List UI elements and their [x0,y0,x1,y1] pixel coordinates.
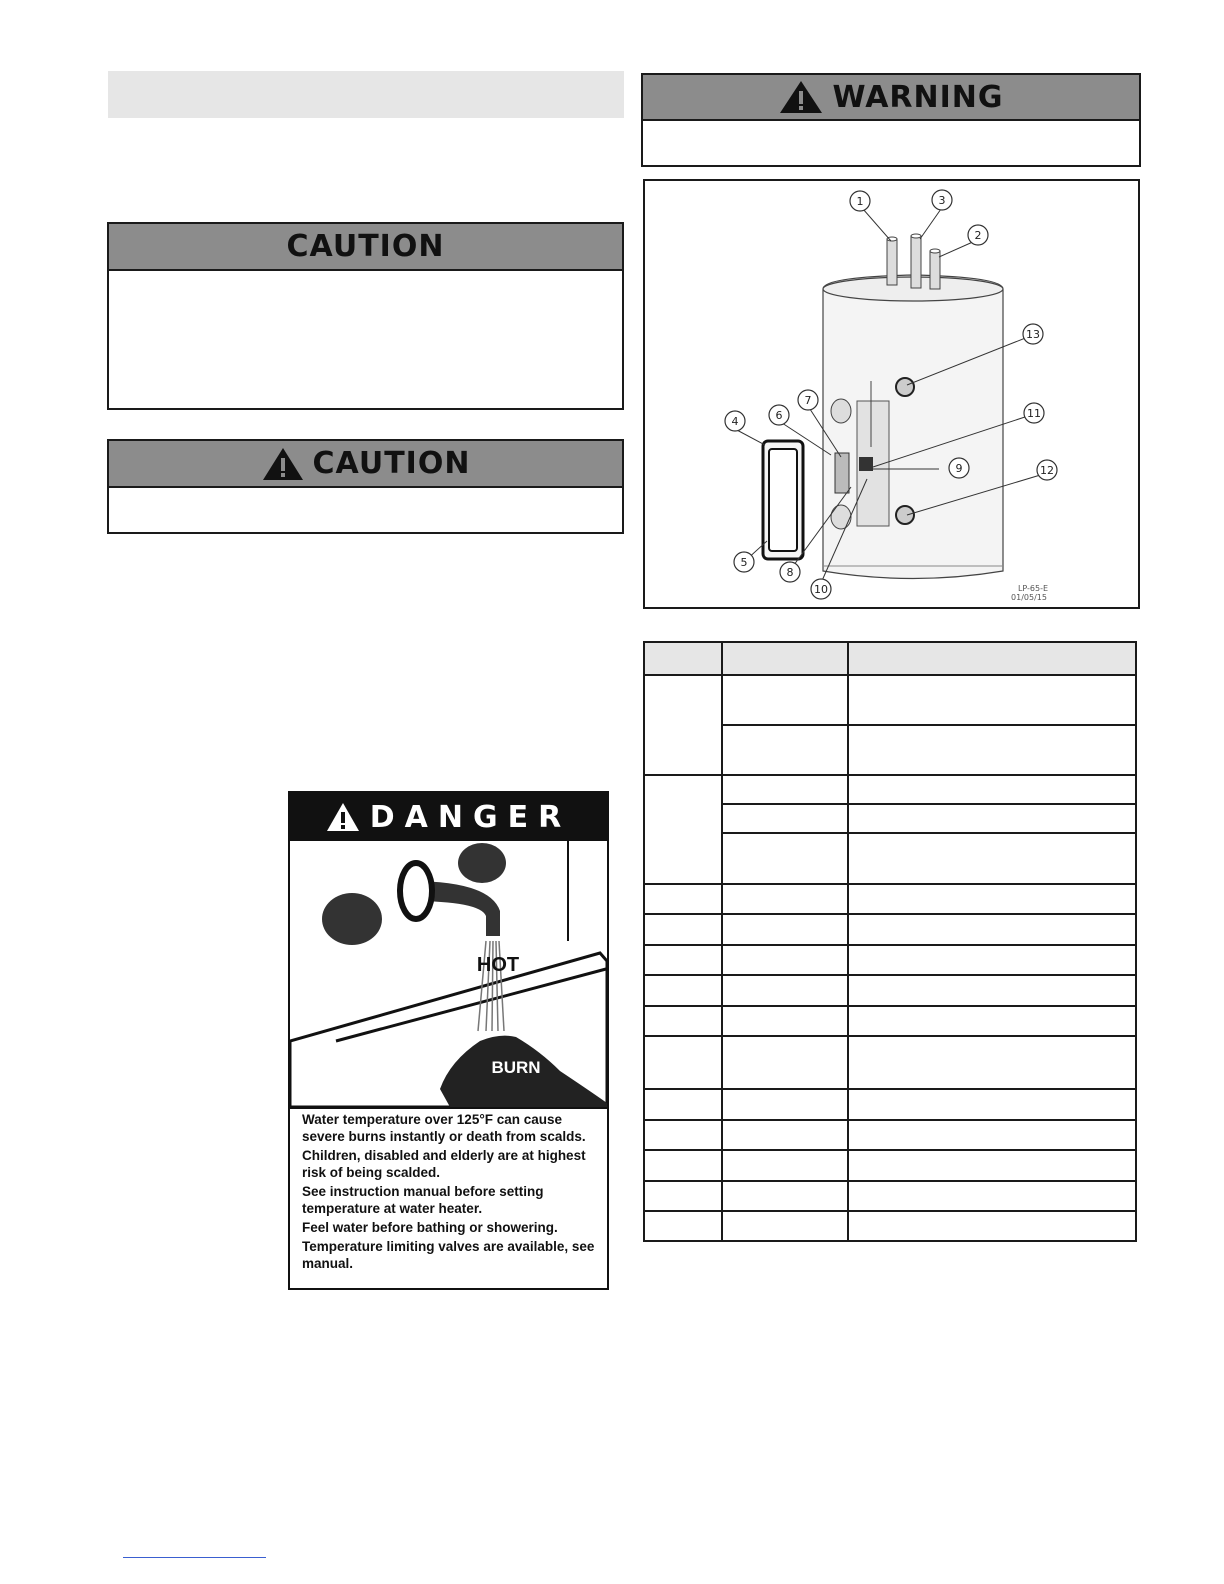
table-cell [848,975,1136,1006]
caution-notice-2 [107,439,624,534]
callout-11: 11 [1027,407,1041,420]
table-cell [644,945,722,975]
table-cell [644,1006,722,1036]
table-cell [848,884,1136,914]
warning-notice [641,73,1141,167]
table-row [644,1120,1136,1150]
callout-9: 9 [955,462,963,475]
danger-header [290,793,607,841]
warning-header [643,75,1139,121]
caution-label: CAUTION [312,446,471,481]
danger-line: Feel water before bathing or showering. [302,1220,558,1235]
danger-line: Temperature limiting valves are available, see manual. [302,1239,595,1271]
table-cell [848,675,1136,725]
table-cell [644,975,722,1006]
table-cell [848,1089,1136,1120]
danger-line: See instruction manual before setting temperature at water heater. [302,1184,544,1216]
drawing-code: LP-65-E [1017,584,1049,593]
burn-text: BURN [491,1058,541,1077]
table-header-cell [848,642,1136,675]
table-cell [848,833,1136,884]
danger-line: Children, disabled and elderly are at highest risk of being scalded. [302,1148,586,1180]
table-cell [722,975,848,1006]
danger-label [288,791,609,1290]
table-cell [848,1181,1136,1211]
drawing-date: 01/05/15 [1011,593,1047,602]
table-cell [722,884,848,914]
table-row [644,775,1136,804]
hot-water-burn-illustration [290,841,607,1107]
table-cell [722,1006,848,1036]
table-cell [644,775,722,884]
table-cell [848,914,1136,945]
warning-label: WARNING [832,79,1004,115]
table-header-cell [722,642,848,675]
table-cell [848,1120,1136,1150]
table-cell [722,725,848,775]
table-cell [848,945,1136,975]
callout-10: 10 [814,583,828,596]
water-heater-figure [643,179,1140,609]
callout-8: 8 [786,566,794,579]
table-cell [644,884,722,914]
table-row [644,1006,1136,1036]
table-cell [644,1036,722,1089]
danger-line: Water temperature over 125°F can cause severe burns instantly or death from scalds. [302,1112,586,1144]
caution-notice-1 [107,222,624,410]
table-cell [722,914,848,945]
callout-3: 3 [938,194,946,207]
table-row [644,1211,1136,1241]
callout-6: 6 [775,409,783,422]
table-cell [848,1150,1136,1181]
table-cell [722,1120,848,1150]
callout-13: 13 [1026,328,1040,341]
callout-2: 2 [974,229,982,242]
table-cell [722,775,848,804]
table-cell [722,1181,848,1211]
warning-triangle-icon [261,446,305,482]
table-cell [644,1150,722,1181]
table-cell [644,1181,722,1211]
table-row [644,914,1136,945]
warning-triangle-icon [778,79,824,115]
section-heading-bar [108,71,624,118]
table-cell [722,675,848,725]
table-header-cell [644,642,722,675]
table-row [644,975,1136,1006]
table-cell [644,675,722,775]
table-cell [848,775,1136,804]
table-cell [722,1036,848,1089]
callout-5: 5 [740,556,748,569]
table-row [644,1150,1136,1181]
table-cell [722,804,848,833]
danger-title: DANGER [369,799,572,835]
callout-12: 12 [1040,464,1054,477]
parts-table [643,641,1137,1242]
table-cell [848,1036,1136,1089]
table-row [644,1181,1136,1211]
hot-text: HOT [476,954,520,976]
table-cell [644,1211,722,1241]
water-heater-diagram [645,181,1138,607]
table-cell [644,1089,722,1120]
table-cell [722,1150,848,1181]
callout-4: 4 [731,415,739,428]
table-row [644,1089,1136,1120]
table-cell [644,1120,722,1150]
table-cell [848,1006,1136,1036]
table-cell [848,1211,1136,1241]
warning-triangle-icon [326,802,360,832]
table-row [644,945,1136,975]
caution-header [109,441,622,488]
table-cell [644,914,722,945]
table-row [644,884,1136,914]
table-cell [722,833,848,884]
callout-7: 7 [804,394,812,407]
danger-text [302,1111,597,1274]
footer-link-underline[interactable] [123,1557,266,1558]
danger-divider [290,1107,607,1109]
table-cell [722,1211,848,1241]
table-cell [848,725,1136,775]
callout-1: 1 [856,195,864,208]
table-cell [848,804,1136,833]
caution-label: CAUTION [286,229,445,264]
table-header-row [644,642,1136,675]
caution-header [109,224,622,271]
table-row [644,1036,1136,1089]
table-row [644,675,1136,725]
table-cell [722,945,848,975]
table-cell [722,1089,848,1120]
